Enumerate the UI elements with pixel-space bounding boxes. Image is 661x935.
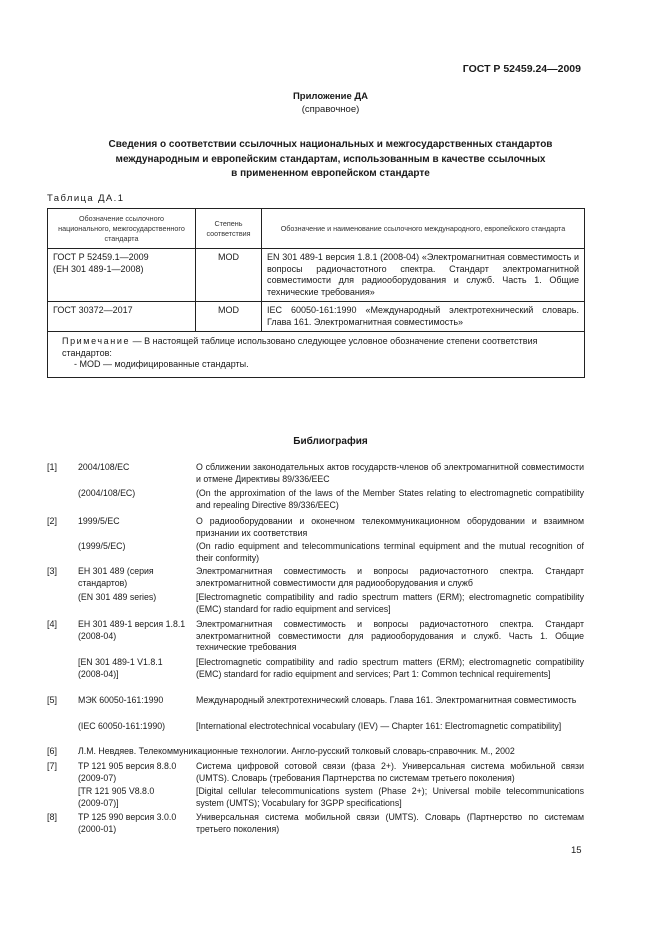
appendix-subtitle: (справочное) bbox=[301, 104, 360, 115]
bib-description: [International electrotechnical vocabulary (IEV) — Chapter 161: Electromagnetic compatibility] bbox=[196, 721, 562, 731]
bib-code: EH 301 489 (серия стандартов) bbox=[78, 566, 154, 588]
table-row bbox=[48, 249, 585, 302]
main-title-line: Сведения о соответствии ссылочных национальных и межгосударственных стандартов bbox=[108, 139, 553, 150]
bibliography-title: Библиография bbox=[293, 436, 368, 447]
header-international-standard: Обозначение и наименование ссылочного международного, европейского стандарта bbox=[262, 209, 585, 249]
bib-code: (IEC 60050-161:1990) bbox=[78, 721, 166, 731]
bib-code: EH 301 489-1 версия 1.8.1 (2008-04) bbox=[78, 619, 186, 641]
national-standard-cell bbox=[48, 249, 196, 302]
correspondence-table bbox=[47, 208, 585, 378]
bib-number: [2] bbox=[47, 516, 58, 526]
bib-code: МЭК 60050-161:1990 bbox=[78, 695, 164, 705]
bib-code: TP 125 990 версия 3.0.0 (2000-01) bbox=[78, 812, 177, 834]
bib-code: [TR 121 905 V8.8.0 (2009-07)] bbox=[78, 786, 155, 808]
bib-code: (1999/5/EC) bbox=[78, 541, 126, 551]
bib-code: TP 121 905 версия 8.8.0 (2009-07) bbox=[78, 761, 177, 783]
national-standard-code: ГОСТ 30372—2017 bbox=[53, 305, 133, 315]
bib-number: [3] bbox=[47, 566, 58, 576]
bib-description: (On radio equipment and telecommunications terminal equipment and the mutual recognition of their conformity) bbox=[196, 541, 584, 563]
bib-code: 1999/5/EC bbox=[78, 516, 120, 526]
main-title-line: в примененном европейском стандарте bbox=[231, 168, 430, 179]
table-row bbox=[48, 302, 585, 332]
page-number: 15 bbox=[571, 845, 582, 856]
bib-number: [5] bbox=[47, 695, 58, 705]
bib-number: [6] bbox=[47, 746, 58, 756]
bib-description: [Electromagnetic compatibility and radio spectrum matters (ERM); electromagnetic compatibility (EMC) standard for radio equipment and services] bbox=[196, 592, 584, 614]
bib-description: [Electromagnetic compatibility and radio spectrum matters (ERM); electromagnetic compatibility (EMC) standard for radio equipment and services; Part 1: Common technical requirements] bbox=[196, 657, 584, 679]
degree-cell: MOD bbox=[196, 302, 262, 332]
bib-code: [EN 301 489-1 V1.8.1 (2008-04)] bbox=[78, 657, 163, 679]
note-item: - MOD — модифицированные стандарты. bbox=[74, 359, 249, 369]
national-standard-alt: (ЕН 301 489-1—2008) bbox=[53, 263, 144, 274]
bib-number: [7] bbox=[47, 761, 58, 771]
bib-description: Система цифровой сотовой связи (фаза 2+). Универсальная система мобильной связи (UMTS). Словарь (требования Партнерства по системам третьего поколения) bbox=[196, 761, 584, 783]
note-text: — В настоящей таблице использовано следующее условное обозначение степени соответствия стандартов: bbox=[62, 336, 538, 358]
appendix-title: Приложение ДА bbox=[292, 91, 369, 102]
note-label: Примечание bbox=[62, 336, 131, 346]
international-standard-cell: IEC 60050-161:1990 «Международный электротехнический словарь. Глава 161. Электромагнитная совместимость» bbox=[262, 302, 585, 332]
national-standard-code: ГОСТ Р 52459.1—2009 bbox=[53, 252, 149, 262]
main-title-line: международным и европейским стандартам, использованным в качестве ссылочных bbox=[115, 153, 546, 165]
bib-description: Электромагнитная совместимость и вопросы радиочастотного спектра. Стандарт электромагнитной совместимости для радиооборудования и служб. Часть 1. Общие технические требования bbox=[196, 619, 584, 652]
bib-description: О радиооборудовании и оконечном телекоммуникационном оборудовании и взаимном признании их соответствия bbox=[196, 516, 584, 538]
bib-description: (On the approximation of the laws of the Member States relating to electromagnetic compatibility and repealing Directive 89/336/EEC) bbox=[196, 488, 584, 510]
table-note-row bbox=[48, 332, 585, 378]
table-caption: Таблица ДА.1 bbox=[47, 193, 125, 204]
bib-number: [8] bbox=[47, 812, 58, 822]
bib-code: (EN 301 489 series) bbox=[78, 592, 157, 602]
bib-number: [4] bbox=[47, 619, 58, 629]
bib-code: 2004/108/EC bbox=[78, 462, 130, 472]
international-standard-cell: EN 301 489-1 версия 1.8.1 (2008-04) «Электромагнитная совместимость и вопросы радиочастотного спектра. Стандарт электромагнитной совместимости для радиооборудования и служб. Часть 1. Общие технические требования» bbox=[262, 249, 585, 302]
header-national-standard: Обозначение ссылочного национального, межгосударственного стандарта bbox=[48, 209, 196, 249]
bib-number: [1] bbox=[47, 462, 58, 472]
bib-description: О сближении законодательных актов государств-членов об электромагнитной совместимости и отмене Директивы 89/336/EEC bbox=[196, 462, 584, 484]
degree-cell: MOD bbox=[196, 249, 262, 302]
header-degree: Степень соответствия bbox=[196, 209, 262, 249]
table-note bbox=[48, 332, 585, 378]
bib-code: (2004/108/EC) bbox=[78, 488, 136, 498]
bib-description: Универсальная система мобильной связи (UMTS). Словарь (Партнерство по системам третьего поколения) bbox=[196, 812, 584, 834]
bib-full-entry: Л.М. Невдяев. Телекоммуникационные технологии. Англо-русский толковый словарь-справочник. М., 2002 bbox=[78, 746, 515, 756]
bib-description: Электромагнитная совместимость и вопросы радиочастотного спектра. Стандарт электромагнитной совместимости для радиооборудования и служб bbox=[196, 566, 584, 588]
bib-description: Международный электротехнический словарь. Глава 161. Электромагнитная совместимость bbox=[196, 695, 577, 705]
table-header-row bbox=[48, 209, 585, 249]
standard-code-header: ГОСТ Р 52459.24—2009 bbox=[462, 63, 581, 75]
national-standard-cell bbox=[48, 302, 196, 332]
bib-description: [Digital cellular telecommunications system (Phase 2+); Universal mobile telecommunications system (UMTS); Vocabulary for 3GPP specifications] bbox=[196, 786, 584, 808]
main-title bbox=[60, 138, 601, 182]
